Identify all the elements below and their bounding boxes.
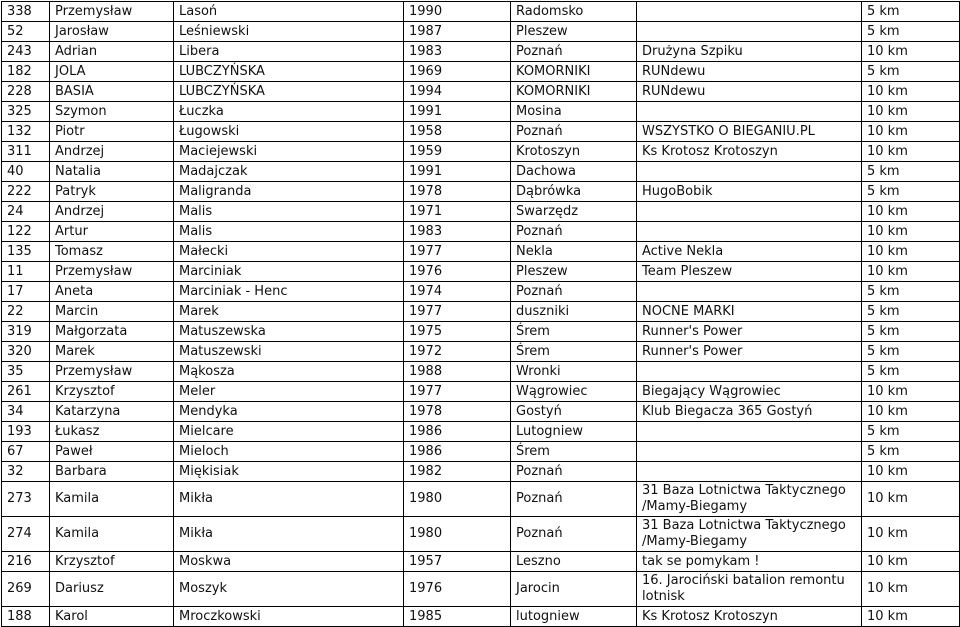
first-name-cell: Katarzyna	[50, 402, 174, 422]
results-table-body	[2, 2, 960, 627]
first-name-cell: Kamila	[50, 517, 174, 552]
bib-number-cell: 338	[2, 2, 50, 22]
table-row	[2, 262, 960, 282]
club-cell: 16. Jarociński batalion remontu lotnisk	[637, 572, 862, 607]
birth-year-cell: 1957	[404, 552, 511, 572]
club-cell	[637, 202, 862, 222]
first-name-cell: Piotr	[50, 122, 174, 142]
distance-cell: 5 km	[862, 22, 960, 42]
birth-year-cell: 1986	[404, 422, 511, 442]
distance-cell: 10 km	[862, 482, 960, 517]
last-name-cell: Malis	[174, 202, 404, 222]
last-name-cell: Maciejewski	[174, 142, 404, 162]
distance-cell: 5 km	[862, 62, 960, 82]
birth-year-cell: 1971	[404, 202, 511, 222]
table-row	[2, 242, 960, 262]
club-cell: 31 Baza Lotnictwa Taktycznego /Mamy-Biegamy	[637, 482, 862, 517]
city-cell: Śrem	[511, 442, 637, 462]
club-cell	[637, 2, 862, 22]
first-name-cell: JOLA	[50, 62, 174, 82]
bib-number-cell: 222	[2, 182, 50, 202]
last-name-cell: Moszyk	[174, 572, 404, 607]
table-row	[2, 342, 960, 362]
bib-number-cell: 228	[2, 82, 50, 102]
bib-number-cell: 320	[2, 342, 50, 362]
birth-year-cell: 1977	[404, 382, 511, 402]
last-name-cell: Ługowski	[174, 122, 404, 142]
city-cell: Lutogniew	[511, 422, 637, 442]
club-cell: WSZYSTKO O BIEGANIU.PL	[637, 122, 862, 142]
city-cell: Poznań	[511, 122, 637, 142]
city-cell: KOMORNIKI	[511, 82, 637, 102]
city-cell: Wągrowiec	[511, 382, 637, 402]
last-name-cell: Matuszewska	[174, 322, 404, 342]
bib-number-cell: 274	[2, 517, 50, 552]
last-name-cell: Łuczka	[174, 102, 404, 122]
last-name-cell: Malis	[174, 222, 404, 242]
distance-cell: 10 km	[862, 517, 960, 552]
city-cell: lutogniew	[511, 607, 637, 627]
distance-cell: 5 km	[862, 342, 960, 362]
first-name-cell: Barbara	[50, 462, 174, 482]
distance-cell: 10 km	[862, 222, 960, 242]
birth-year-cell: 1991	[404, 162, 511, 182]
distance-cell: 5 km	[862, 2, 960, 22]
last-name-cell: Marek	[174, 302, 404, 322]
club-cell	[637, 422, 862, 442]
table-row	[2, 572, 960, 607]
last-name-cell: LUBCZYŃSKA	[174, 62, 404, 82]
club-cell: Runner's Power	[637, 342, 862, 362]
bib-number-cell: 261	[2, 382, 50, 402]
distance-cell: 5 km	[862, 162, 960, 182]
first-name-cell: BASIA	[50, 82, 174, 102]
city-cell: Poznań	[511, 42, 637, 62]
first-name-cell: Marcin	[50, 302, 174, 322]
last-name-cell: Mendyka	[174, 402, 404, 422]
birth-year-cell: 1976	[404, 572, 511, 607]
table-row	[2, 362, 960, 382]
bib-number-cell: 52	[2, 22, 50, 42]
bib-number-cell: 269	[2, 572, 50, 607]
birth-year-cell: 1976	[404, 262, 511, 282]
club-cell: Ks Krotosz Krotoszyn	[637, 607, 862, 627]
first-name-cell: Aneta	[50, 282, 174, 302]
table-row	[2, 102, 960, 122]
bib-number-cell: 22	[2, 302, 50, 322]
city-cell: Pleszew	[511, 262, 637, 282]
distance-cell: 5 km	[862, 362, 960, 382]
distance-cell: 5 km	[862, 322, 960, 342]
table-row	[2, 382, 960, 402]
first-name-cell: Dariusz	[50, 572, 174, 607]
city-cell: Pleszew	[511, 22, 637, 42]
table-row	[2, 282, 960, 302]
bib-number-cell: 34	[2, 402, 50, 422]
birth-year-cell: 1990	[404, 2, 511, 22]
last-name-cell: Mroczkowski	[174, 607, 404, 627]
table-row	[2, 422, 960, 442]
first-name-cell: Przemysław	[50, 362, 174, 382]
city-cell: duszniki	[511, 302, 637, 322]
birth-year-cell: 1991	[404, 102, 511, 122]
distance-cell: 10 km	[862, 82, 960, 102]
club-cell: RUNdewu	[637, 62, 862, 82]
club-cell: Drużyna Szpiku	[637, 42, 862, 62]
bib-number-cell: 193	[2, 422, 50, 442]
city-cell: KOMORNIKI	[511, 62, 637, 82]
distance-cell: 5 km	[862, 302, 960, 322]
distance-cell: 10 km	[862, 462, 960, 482]
birth-year-cell: 1978	[404, 182, 511, 202]
birth-year-cell: 1985	[404, 607, 511, 627]
table-row	[2, 82, 960, 102]
distance-cell: 5 km	[862, 442, 960, 462]
birth-year-cell: 1974	[404, 282, 511, 302]
last-name-cell: Miękisiak	[174, 462, 404, 482]
club-cell: Runner's Power	[637, 322, 862, 342]
club-cell: NOCNE MARKI	[637, 302, 862, 322]
bib-number-cell: 319	[2, 322, 50, 342]
bib-number-cell: 325	[2, 102, 50, 122]
club-cell	[637, 102, 862, 122]
bib-number-cell: 216	[2, 552, 50, 572]
first-name-cell: Tomasz	[50, 242, 174, 262]
city-cell: Leszno	[511, 552, 637, 572]
last-name-cell: Marciniak - Henc	[174, 282, 404, 302]
last-name-cell: Madajczak	[174, 162, 404, 182]
last-name-cell: Maligranda	[174, 182, 404, 202]
last-name-cell: Leśniewski	[174, 22, 404, 42]
city-cell: Radomsko	[511, 2, 637, 22]
birth-year-cell: 1983	[404, 42, 511, 62]
birth-year-cell: 1987	[404, 22, 511, 42]
distance-cell: 10 km	[862, 572, 960, 607]
table-row	[2, 2, 960, 22]
city-cell: Poznań	[511, 462, 637, 482]
city-cell: Gostyń	[511, 402, 637, 422]
distance-cell: 10 km	[862, 142, 960, 162]
distance-cell: 10 km	[862, 242, 960, 262]
bib-number-cell: 273	[2, 482, 50, 517]
table-row	[2, 162, 960, 182]
table-row	[2, 182, 960, 202]
table-row	[2, 482, 960, 517]
club-cell	[637, 442, 862, 462]
birth-year-cell: 1972	[404, 342, 511, 362]
birth-year-cell: 1969	[404, 62, 511, 82]
club-cell: Ks Krotosz Krotoszyn	[637, 142, 862, 162]
city-cell: Nekla	[511, 242, 637, 262]
distance-cell: 10 km	[862, 382, 960, 402]
last-name-cell: Lasoń	[174, 2, 404, 22]
club-cell: 31 Baza Lotnictwa Taktycznego /Mamy-Biegamy	[637, 517, 862, 552]
first-name-cell: Karol	[50, 607, 174, 627]
first-name-cell: Przemysław	[50, 262, 174, 282]
distance-cell: 10 km	[862, 102, 960, 122]
last-name-cell: Marciniak	[174, 262, 404, 282]
bib-number-cell: 11	[2, 262, 50, 282]
table-row	[2, 42, 960, 62]
distance-cell: 10 km	[862, 607, 960, 627]
table-row	[2, 517, 960, 552]
first-name-cell: Adrian	[50, 42, 174, 62]
distance-cell: 10 km	[862, 262, 960, 282]
city-cell: Swarzędz	[511, 202, 637, 222]
last-name-cell: Mikła	[174, 482, 404, 517]
city-cell: Poznań	[511, 517, 637, 552]
table-row	[2, 607, 960, 627]
birth-year-cell: 1980	[404, 482, 511, 517]
table-row	[2, 142, 960, 162]
table-row	[2, 302, 960, 322]
birth-year-cell: 1988	[404, 362, 511, 382]
club-cell	[637, 462, 862, 482]
club-cell: RUNdewu	[637, 82, 862, 102]
city-cell: Śrem	[511, 342, 637, 362]
first-name-cell: Krzysztof	[50, 552, 174, 572]
birth-year-cell: 1975	[404, 322, 511, 342]
birth-year-cell: 1986	[404, 442, 511, 462]
last-name-cell: Mikła	[174, 517, 404, 552]
distance-cell: 5 km	[862, 182, 960, 202]
last-name-cell: LUBCZYŃSKA	[174, 82, 404, 102]
table-row	[2, 462, 960, 482]
first-name-cell: Przemysław	[50, 2, 174, 22]
club-cell: Active Nekla	[637, 242, 862, 262]
birth-year-cell: 1994	[404, 82, 511, 102]
club-cell: HugoBobik	[637, 182, 862, 202]
club-cell: Klub Biegacza 365 Gostyń	[637, 402, 862, 422]
bib-number-cell: 17	[2, 282, 50, 302]
club-cell	[637, 22, 862, 42]
first-name-cell: Paweł	[50, 442, 174, 462]
bib-number-cell: 40	[2, 162, 50, 182]
first-name-cell: Szymon	[50, 102, 174, 122]
birth-year-cell: 1982	[404, 462, 511, 482]
city-cell: Dąbrówka	[511, 182, 637, 202]
first-name-cell: Krzysztof	[50, 382, 174, 402]
bib-number-cell: 311	[2, 142, 50, 162]
first-name-cell: Jarosław	[50, 22, 174, 42]
birth-year-cell: 1959	[404, 142, 511, 162]
bib-number-cell: 24	[2, 202, 50, 222]
last-name-cell: Matuszewski	[174, 342, 404, 362]
results-table	[1, 1, 960, 627]
first-name-cell: Kamila	[50, 482, 174, 517]
first-name-cell: Marek	[50, 342, 174, 362]
birth-year-cell: 1958	[404, 122, 511, 142]
bib-number-cell: 35	[2, 362, 50, 382]
club-cell: Team Pleszew	[637, 262, 862, 282]
distance-cell: 5 km	[862, 282, 960, 302]
club-cell: Biegający Wągrowiec	[637, 382, 862, 402]
table-row	[2, 552, 960, 572]
city-cell: Mosina	[511, 102, 637, 122]
birth-year-cell: 1977	[404, 242, 511, 262]
club-cell	[637, 362, 862, 382]
distance-cell: 10 km	[862, 552, 960, 572]
table-row	[2, 402, 960, 422]
bib-number-cell: 122	[2, 222, 50, 242]
bib-number-cell: 67	[2, 442, 50, 462]
last-name-cell: Meler	[174, 382, 404, 402]
city-cell: Poznań	[511, 482, 637, 517]
first-name-cell: Łukasz	[50, 422, 174, 442]
first-name-cell: Andrzej	[50, 142, 174, 162]
distance-cell: 10 km	[862, 122, 960, 142]
city-cell: Poznań	[511, 282, 637, 302]
distance-cell: 10 km	[862, 402, 960, 422]
bib-number-cell: 32	[2, 462, 50, 482]
distance-cell: 10 km	[862, 202, 960, 222]
first-name-cell: Andrzej	[50, 202, 174, 222]
bib-number-cell: 188	[2, 607, 50, 627]
club-cell: tak se pomykam !	[637, 552, 862, 572]
birth-year-cell: 1977	[404, 302, 511, 322]
last-name-cell: Mielcare	[174, 422, 404, 442]
first-name-cell: Artur	[50, 222, 174, 242]
bib-number-cell: 182	[2, 62, 50, 82]
birth-year-cell: 1983	[404, 222, 511, 242]
table-row	[2, 62, 960, 82]
club-cell	[637, 222, 862, 242]
last-name-cell: Mieloch	[174, 442, 404, 462]
distance-cell: 10 km	[862, 42, 960, 62]
last-name-cell: Małecki	[174, 242, 404, 262]
city-cell: Wronki	[511, 362, 637, 382]
city-cell: Poznań	[511, 222, 637, 242]
bib-number-cell: 135	[2, 242, 50, 262]
birth-year-cell: 1980	[404, 517, 511, 552]
distance-cell: 5 km	[862, 422, 960, 442]
city-cell: Dachowa	[511, 162, 637, 182]
city-cell: Śrem	[511, 322, 637, 342]
first-name-cell: Patryk	[50, 182, 174, 202]
table-row	[2, 442, 960, 462]
bib-number-cell: 243	[2, 42, 50, 62]
last-name-cell: Moskwa	[174, 552, 404, 572]
table-row	[2, 222, 960, 242]
last-name-cell: Libera	[174, 42, 404, 62]
table-row	[2, 122, 960, 142]
bib-number-cell: 132	[2, 122, 50, 142]
table-row	[2, 322, 960, 342]
last-name-cell: Mąkosza	[174, 362, 404, 382]
club-cell	[637, 162, 862, 182]
city-cell: Krotoszyn	[511, 142, 637, 162]
table-row	[2, 22, 960, 42]
city-cell: Jarocin	[511, 572, 637, 607]
club-cell	[637, 282, 862, 302]
table-row	[2, 202, 960, 222]
first-name-cell: Natalia	[50, 162, 174, 182]
birth-year-cell: 1978	[404, 402, 511, 422]
first-name-cell: Małgorzata	[50, 322, 174, 342]
